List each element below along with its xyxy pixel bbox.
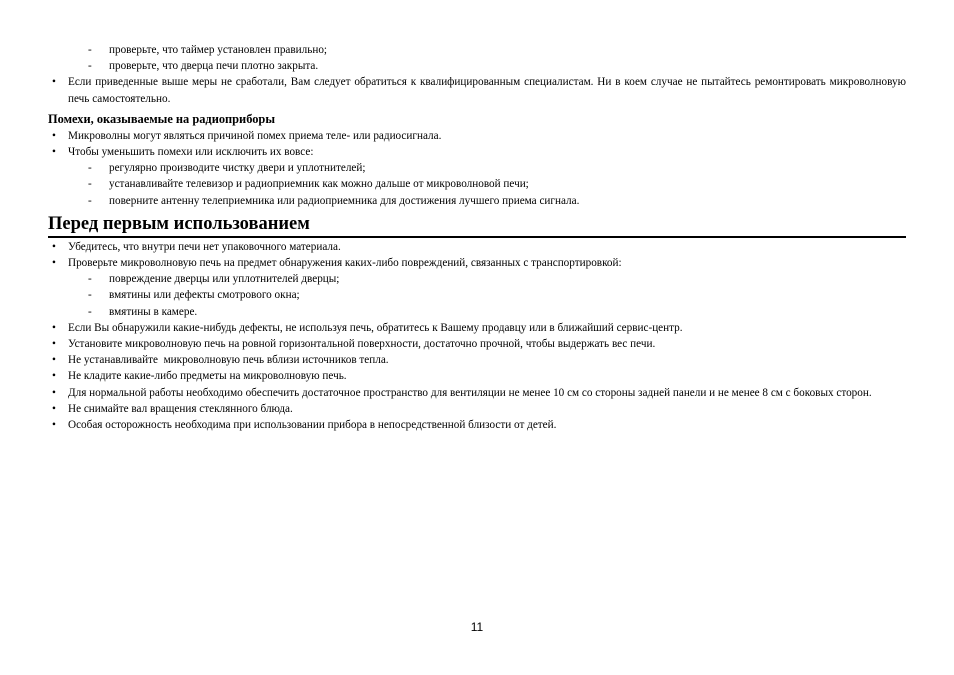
list-item <box>48 160 906 176</box>
list-item-text: устанавливайте телевизор и радиоприемник как можно дальше от микроволновой печи; <box>109 178 529 191</box>
dash-marker: - <box>88 60 92 73</box>
bullet-marker: • <box>52 129 56 142</box>
page-number: 11 <box>470 620 484 634</box>
list-item-text: Для нормальной работы необходимо обеспечить достаточное пространство для вентиляции не менее 10 см со стороны задней панели и не менее 8 см с боковых сторон. <box>68 386 872 399</box>
list-item-text: Проверьте микроволновую печь на предмет обнаружения каких-либо повреждений, связанных с транспортировкой: <box>68 257 622 270</box>
list-item-text: Не снимайте вал вращения стеклянного блюда. <box>68 402 293 415</box>
list-item <box>48 128 906 144</box>
list-item <box>48 58 906 74</box>
bullet-marker: • <box>52 146 56 159</box>
list-item-text: Установите микроволновую печь на ровной горизонтальной поверхности, достаточно прочной, чтобы выдержать вес печи. <box>68 338 656 351</box>
list-item-text: Не кладите какие-либо предметы на микроволновую печь. <box>68 370 347 383</box>
bullet-marker: • <box>52 338 56 351</box>
bullet-marker: • <box>52 419 56 432</box>
dash-marker: - <box>88 273 92 286</box>
list-item <box>48 144 906 160</box>
list-item-text: Если приведенные выше меры не сработали, Вам следует обратиться к квалифицированным специалистам. Ни в коем случае не пытайтесь ремонтировать микроволновую печь самостоятельно. <box>68 76 906 105</box>
bullet-marker: • <box>52 240 56 253</box>
dash-marker: - <box>88 289 92 302</box>
list-item-text: Если Вы обнаружили какие-нибудь дефекты, не используя печь, обратитесь к Вашему продавцу или в ближайший сервис-центр. <box>68 321 683 334</box>
list-item-text: Не устанавливайте микроволновую печь вблизи источников тепла. <box>68 354 389 367</box>
list-item <box>48 417 906 433</box>
list-item-text: регулярно производите чистку двери и уплотнителей; <box>109 162 366 175</box>
bullet-marker: • <box>52 354 56 367</box>
section-heading-before-first-use: Перед первым использованием <box>48 213 906 238</box>
list-item <box>48 193 906 209</box>
bullet-marker: • <box>52 76 56 89</box>
section-heading-interference: Помехи, оказываемые на радиоприборы <box>48 111 275 126</box>
bullet-marker: • <box>52 321 56 334</box>
list-item <box>48 320 906 336</box>
list-item <box>48 239 906 255</box>
list-item <box>48 385 906 401</box>
list-item <box>48 368 906 384</box>
list-item-text: Особая осторожность необходима при использовании прибора в непосредственной близости от детей. <box>68 419 557 432</box>
list-item-text: поверните антенну телеприемника или радиоприемника для достижения лучшего приема сигнала. <box>109 194 580 207</box>
list-item <box>48 352 906 368</box>
list-item <box>48 304 906 320</box>
dash-marker: - <box>88 305 92 318</box>
document-page <box>48 42 906 433</box>
list-item-text: Убедитесь, что внутри печи нет упаковочного материала. <box>68 240 341 253</box>
bullet-marker: • <box>52 257 56 270</box>
dash-marker: - <box>88 162 92 175</box>
list-item-text: повреждение дверцы или уплотнителей дверцы; <box>109 273 340 286</box>
list-item-text: проверьте, что дверца печи плотно закрыта. <box>109 60 319 73</box>
list-item-text: Чтобы уменьшить помехи или исключить их вовсе: <box>68 146 314 159</box>
dash-marker: - <box>88 194 92 207</box>
list-item <box>48 401 906 417</box>
list-item-text: Микроволны могут являться причиной помех приема теле- или радиосигнала. <box>68 129 442 142</box>
list-item-text: вмятины в камере. <box>109 305 198 318</box>
list-item <box>48 176 906 192</box>
list-item <box>48 271 906 287</box>
list-item-text: проверьте, что таймер установлен правильно; <box>109 44 328 56</box>
list-item <box>48 287 906 303</box>
bullet-marker: • <box>52 386 56 399</box>
list-item <box>48 74 906 106</box>
dash-marker: - <box>88 178 92 191</box>
list-item <box>48 42 906 58</box>
bullet-marker: • <box>52 402 56 415</box>
bullet-marker: • <box>52 370 56 383</box>
dash-marker: - <box>88 44 92 56</box>
list-item <box>48 255 906 271</box>
list-item <box>48 336 906 352</box>
list-item-text: вмятины или дефекты смотрового окна; <box>109 289 300 302</box>
